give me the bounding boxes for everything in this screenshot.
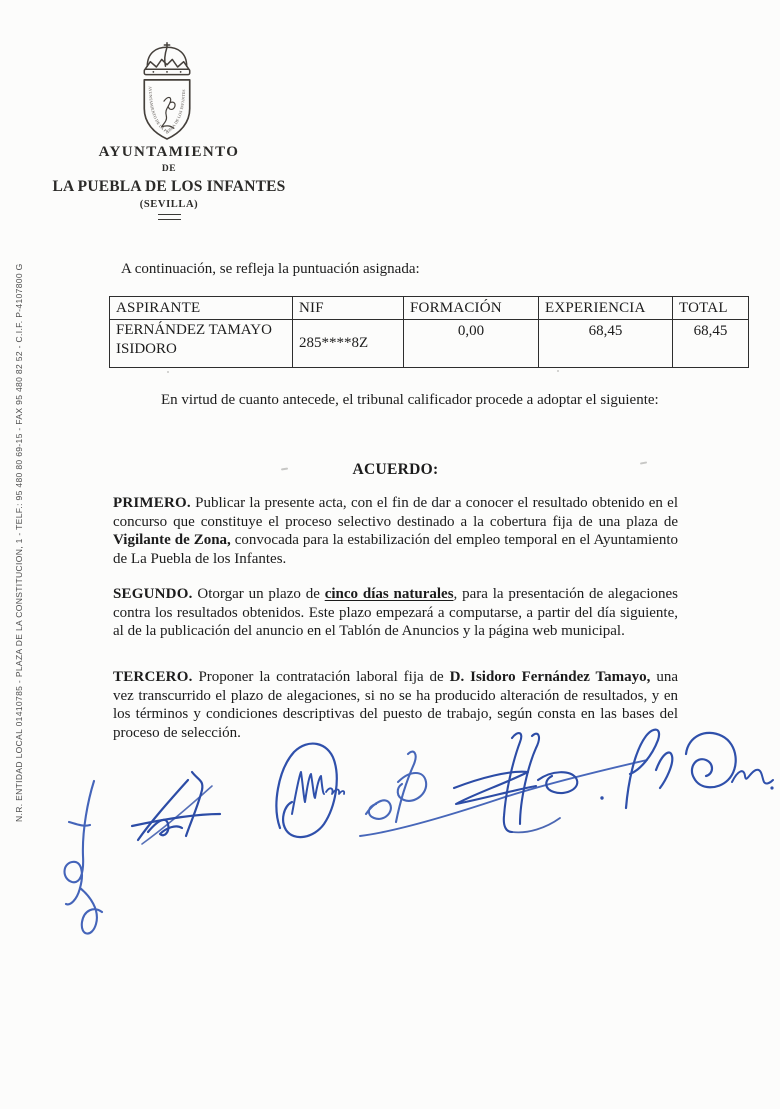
- cell-total: 68,45: [673, 320, 749, 368]
- clause-segundo-text-after: , para la presentación de alegaciones contra los resultados obtenidos. Este plazo empezará a computarse, a partir del día siguiente, al de la publicación del anuncio en el Tablón de Anuncios y la página web municipal.: [113, 586, 678, 640]
- score-table-header-row: [110, 297, 749, 320]
- clause-tercero-emphasis: D. Isidoro Fernández Tamayo,: [449, 669, 651, 685]
- clause-tercero-text-after: una vez transcurrido el plazo de alegaciones, si no se ha producido alteración de resultados, y en los términos y condiciones descriptivas del puesto de trabajo, según consta en las bases del proceso de selección.: [113, 669, 678, 741]
- intro-line: A continuación, se refleja la puntuación asignada:: [121, 261, 420, 277]
- signature-6: [590, 726, 776, 814]
- signature-2: [130, 770, 222, 854]
- signature-3: [270, 740, 352, 845]
- svg-text:AYUNTAMIENTO DE LA PUEBLA DE L: [148, 86, 186, 135]
- col-header-total: TOTAL: [673, 297, 749, 320]
- clause-primero: [113, 494, 678, 568]
- col-header-aspirante: ASPIRANTE: [110, 297, 293, 320]
- registry-side-note: N.R. ENTIDAD LOCAL 01410785 - PLAZA DE LA CONSTITUCION, 1 - TELF.: 95 480 80 69-15 - FAX 95 480 82 52 - C.I.F. P-4107800 G: [14, 263, 24, 822]
- scan-speck: [557, 370, 559, 372]
- score-table: [109, 296, 749, 368]
- cell-aspirante: FERNÁNDEZ TAMAYO ISIDORO: [110, 320, 293, 368]
- col-header-nif: NIF: [293, 297, 404, 320]
- col-header-formacion: FORMACIÓN: [404, 297, 539, 320]
- letterhead-ayuntamiento: AYUNTAMIENTO: [98, 144, 240, 160]
- clause-segundo-emphasis: cinco días naturales: [324, 586, 454, 602]
- letterhead-de: DE: [161, 164, 177, 174]
- signature-1: [50, 778, 116, 943]
- clause-tercero-text-before: Proponer la contratación laboral fija de: [192, 669, 450, 685]
- table-row: [110, 320, 749, 368]
- clause-segundo: [113, 585, 678, 641]
- letterhead-municipio: LA PUEBLA DE LOS INFANTES: [52, 178, 286, 195]
- clause-tercero-label: TERCERO.: [113, 669, 193, 685]
- clause-primero-label: PRIMERO.: [113, 495, 191, 511]
- crest-ring-text: AYUNTAMIENTO DE LA PUEBLA DE LOS INFANTES: [147, 86, 187, 136]
- cell-nif: 285****8Z: [293, 320, 404, 368]
- coat-of-arms-icon: [128, 42, 206, 142]
- cell-experiencia: 68,45: [539, 320, 673, 368]
- clause-segundo-label: SEGUNDO.: [113, 586, 193, 602]
- clause-primero-emphasis: Vigilante de Zona,: [113, 532, 231, 549]
- col-header-experiencia: EXPERIENCIA: [539, 297, 673, 320]
- letterhead-rule: [158, 214, 181, 220]
- letterhead: [38, 144, 300, 220]
- clause-primero-text-before: Publicar la presente acta, con el fin de dar a conocer el resultado obtenido en el concurso que constituye el proceso selectivo destinado a la cobertura fija de una plaza de: [113, 495, 678, 530]
- signature-5: [452, 728, 590, 840]
- cell-formacion: 0,00: [404, 320, 539, 368]
- preamble-paragraph: En virtud de cuanto antecede, el tribunal calificador procede a adoptar el siguiente:: [161, 392, 659, 408]
- agreement-heading: ACUERDO:: [352, 461, 439, 478]
- clause-segundo-text-before: Otorgar un plazo de: [192, 586, 325, 602]
- scan-speck: [167, 371, 169, 373]
- clause-primero-text-after: convocada para la estabilización del empleo temporal en el Ayuntamiento de La Puebla de los Infantes.: [113, 532, 678, 567]
- letterhead-provincia: (SEVILLA): [139, 199, 199, 210]
